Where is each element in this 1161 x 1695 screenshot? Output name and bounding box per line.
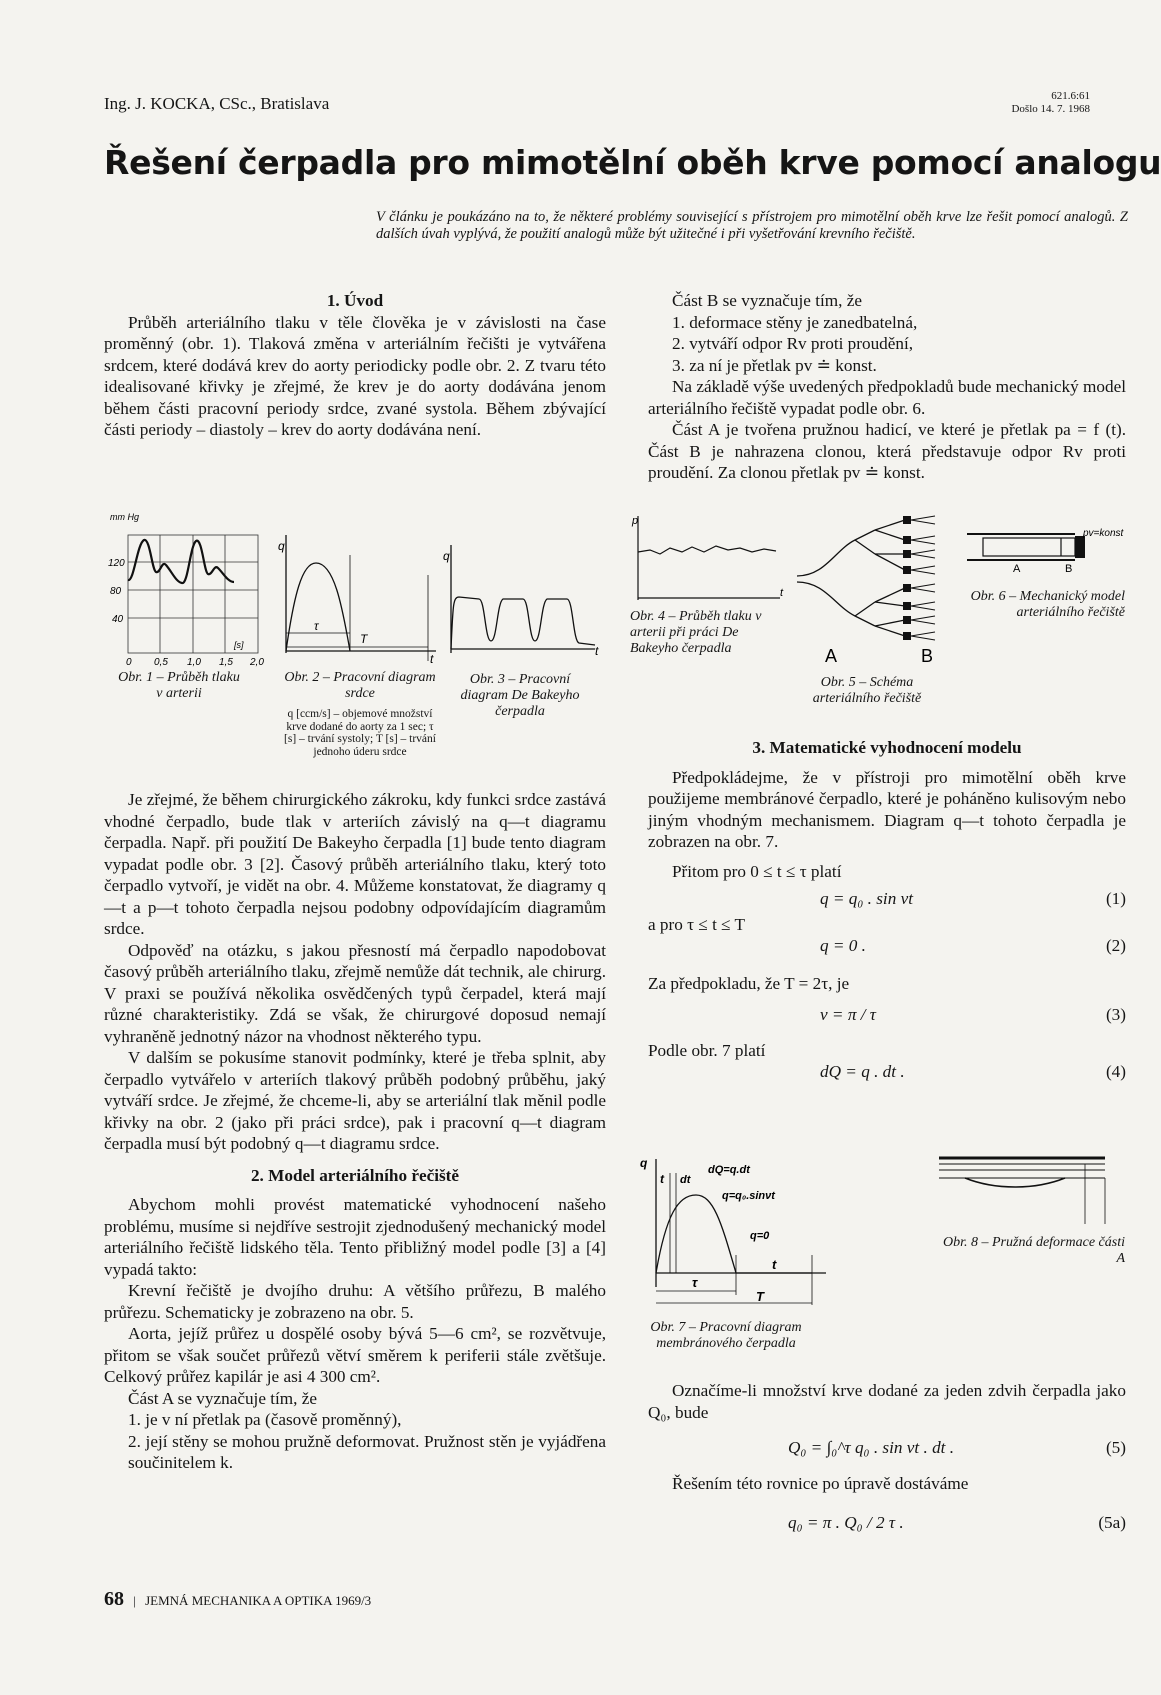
fig7-label-tau: τ: [692, 1275, 698, 1290]
page-footer: 68 | JEMNÁ MECHANIKA A OPTIKA 1969/3: [104, 1588, 372, 1610]
equation-5-number: (5): [1105, 1438, 1126, 1457]
equation-5a-number: (5a): [1098, 1513, 1126, 1532]
fig6-label-B: B: [1065, 563, 1073, 575]
equation-5a: [648, 1512, 1126, 1534]
author-line: Ing. J. KOCKA, CSc., Bratislava: [104, 94, 330, 113]
figure-6: [965, 522, 1130, 621]
fig1-xtick: 0: [126, 657, 132, 668]
figure-7: [636, 1155, 836, 1352]
fig3-label-t: t: [595, 644, 599, 658]
equation-2: [648, 935, 1126, 957]
section-3-heading: 3. Matematické vyhodnocení modelu: [752, 738, 1022, 757]
list-item: 1. je v ní přetlak pa (časově proměnný),: [128, 1410, 402, 1429]
figure-6-graphic: [965, 522, 1130, 584]
fig5-label-B: B: [921, 646, 934, 666]
paragraph: Přitom pro 0 ≤ t ≤ τ platí: [672, 861, 842, 881]
list-item: 2. její stěny se mohou pružně deformovat. Pružnost stěn je vyjádřena součinitelem k.: [128, 1431, 606, 1472]
figure-3-graphic: [445, 545, 605, 657]
fig7-label-sine: q=q₀.sinνt: [722, 1190, 775, 1202]
fig6-label-A: A: [1013, 563, 1021, 575]
left-column-top: [104, 290, 606, 441]
fig2-label-tau: τ: [314, 619, 319, 633]
figure-6-caption: Obr. 6 – Mechanický model arteriálního řečiště: [970, 589, 1125, 620]
paragraph: Předpokládejme, že v přístroji pro mimotělní oběh krve použijeme membránové čerpadlo, které je poháněno kulisovým nebo jiným vhodným mechanismem. Diagram q—t tohoto čerpadla je zobrazen na obr. 7.: [648, 767, 1126, 851]
figure-5: [795, 510, 965, 707]
paragraph: Aorta, jejíž průřez u dospělé osoby bývá 5—6 cm², se rozvětvuje, přitom se však součet průřezů větví směrem k periferii stále zvětšuje. Celkový průřez kapilár je asi 4 300 cm².: [104, 1324, 606, 1386]
equation-4-number: (4): [1105, 1062, 1126, 1081]
figure-4-caption: Obr. 4 – Průběh tlaku v arterii při práci De Bakeyho čerpadla: [630, 609, 762, 656]
fig2-label-t: t: [430, 652, 434, 666]
figure-4: [630, 512, 790, 657]
fig1-yunit: mm Hg: [110, 512, 139, 522]
figure-1-caption: Obr. 1 – Průběh tlaku v arterii: [118, 670, 240, 701]
fig7-label-q: q: [640, 1156, 648, 1170]
figure-3: [445, 545, 605, 720]
paragraph: Označíme-li množství krve dodané za jeden zdvih čerpadla jako Q₀, bude: [648, 1381, 1126, 1422]
list-b: [648, 312, 1126, 377]
paragraph: V dalším se pokusíme stanovit podmínky, které je třeba splnit, aby čerpadlo vytvářelo v arteriích tlakový průběh podobný průběhu, jaký vytváří srdce. Je zřejmé, že chceme-li, aby se arteriální tlak měnil podle křivky na obr. 2 (jako při práci srdce), pak i pracovní q—t diagram čerpadla musí být podobný q—t diagramu srdce.: [104, 1048, 606, 1153]
fig4-label-t: t: [780, 587, 784, 599]
udc-code: 621.6:61: [1051, 90, 1090, 102]
page-number: 68: [104, 1588, 124, 1610]
fig1-xtick: 1,0: [187, 657, 201, 668]
abstract: V článku je poukázáno na to, že některé problémy související s přístrojem pro mimotělní oběh krve lze řešit pomocí analogů. Z dalších úvah vyplývá, že použití analogů může být užitečné i při vyšetřování krevního řečiště.: [376, 209, 1128, 242]
equation-3-number: (3): [1105, 1005, 1126, 1024]
figure-5-caption: Obr. 5 – Schéma arteriálního řečiště: [812, 675, 922, 706]
fig1-ytick: 40: [112, 614, 124, 625]
received-date: Došlo 14. 7. 1968: [1011, 103, 1090, 115]
figure-1: [104, 510, 274, 702]
fig7-label-t: t: [660, 1172, 664, 1186]
equation-3-body: ν = π / τ: [820, 1005, 876, 1024]
equation-3: [648, 1004, 1126, 1026]
section-1-heading: 1. Úvod: [326, 291, 384, 310]
paragraph: Krevní řečiště je dvojího druhu: A většího průřezu, B malého průřezu. Schematicky je zobrazeno na obr. 5.: [104, 1281, 606, 1322]
paragraph: Abychom mohli provést matematické vyhodnocení našeho problému, musíme si nejdříve sestrojit zjednodušený mechanický model arteriálního řečiště lidského těla. Tento přibližný model podle [3] a [4] vypadá takto:: [104, 1195, 606, 1279]
figure-7-graphic: [636, 1155, 836, 1315]
fig7-label-dq: dQ=q.dt: [708, 1164, 750, 1176]
figure-8: [935, 1150, 1130, 1267]
equation-4: [648, 1061, 1126, 1083]
equation-1: [648, 888, 1126, 910]
journal-name: JEMNÁ MECHANIKA A OPTIKA 1969/3: [145, 1593, 372, 1608]
figure-2: [280, 535, 440, 758]
list-item: 3. za ní je přetlak pv ≐ konst.: [672, 355, 877, 375]
fig1-ytick: 80: [110, 586, 122, 597]
equation-2-body: q = 0 .: [820, 936, 866, 955]
paragraph: Průběh arteriálního tlaku v těle člověka je v závislosti na čase proměnný (obr. 1). Tlaková změna v arteriálním řečišti je vytvářena srdcem, které dodává krev do aorty periodicky podle obr. 2. Z tvaru této idealisované křivky je zřejmé, že krev je do aorty dodávána jenom během části pracovní periody srdce, zvané systola. Během zbývající části periody – diastoly – krev do aorty dodávána není.: [104, 312, 606, 439]
figure-2-caption: Obr. 2 – Pracovní diagram srdce: [284, 670, 436, 701]
list-a: [104, 1409, 606, 1474]
fig7-label-dt: dt: [680, 1174, 691, 1186]
fig6-label-pv: pv=konst: [1083, 528, 1124, 539]
figure-5-graphic: [795, 510, 965, 670]
equation-5a-body: q₀ = π . Q₀ / 2 τ .: [788, 1513, 904, 1532]
equation-1-number: (1): [1105, 889, 1126, 908]
fig7-label-zero: q=0: [750, 1230, 770, 1242]
equation-4-body: dQ = q . dt .: [820, 1062, 905, 1081]
fig5-label-A: A: [825, 646, 838, 666]
right-column-bottom: [648, 1380, 1126, 1534]
article-title: Řešení čerpadla pro mimotělní oběh krve pomocí analogu: [104, 143, 1161, 182]
figure-7-caption: Obr. 7 – Pracovní diagram membránového čerpadla: [650, 1320, 802, 1351]
figure-4-graphic: [630, 512, 790, 604]
equation-1-body: q = q₀ . sin νt: [820, 889, 914, 908]
fig2-label-q: q: [278, 539, 285, 553]
paragraph: Část A je tvořena pružnou hadicí, ve které je přetlak pa = f (t). Část B je nahrazena clonou, která představuje odpor Rv proti proudění. Za clonou přetlak pv ≐ konst.: [648, 420, 1126, 482]
paragraph: Část B se vyznačuje tím, že: [672, 291, 862, 310]
fig3-label-q: q: [443, 549, 450, 563]
fig1-xtick: 2,0: [250, 657, 264, 668]
reference-block: [1011, 90, 1090, 116]
fig4-label-p: p: [632, 515, 639, 527]
fig1-ytick: 120: [108, 558, 125, 569]
section-2-heading: 2. Model arteriálního řečiště: [250, 1165, 460, 1185]
figure-3-caption: Obr. 3 – Pracovní diagram De Bakeyho čerpadla: [460, 672, 580, 719]
figure-2-subcaption: q [ccm/s] – objemové množství krve dodané do aorty za 1 sec; τ [s] – trvání systoly; T [s] – trvání jednoho úderu srdce: [284, 708, 436, 758]
fig7-label-T: T: [756, 1289, 764, 1304]
paragraph: Podle obr. 7 platí: [648, 1040, 766, 1060]
paragraph: Odpověď na otázku, s jakou přesností má čerpadlo napodobovat časový průběh arteriálního tlaku, zřejmě nemůže dát technik, ale chirurg. V praxi se používá několika osvědčených typů čerpadel, která mají různé charakteristiky. Zdá se však, že chirurgové doposud nemají vyhraněně jednotný názor na vhodnost některého typu.: [104, 940, 606, 1046]
equation-2-number: (2): [1105, 936, 1126, 955]
equation-5-body: Q₀ = ∫₀^τ q₀ . sin νt . dt .: [788, 1438, 955, 1457]
figure-8-graphic: [935, 1150, 1130, 1230]
figure-8-caption: Obr. 8 – Pružná deformace části A: [943, 1235, 1125, 1266]
paragraph: Část A se vyznačuje tím, že: [128, 1388, 318, 1408]
paragraph: Řešením této rovnice po úpravě dostáváme: [672, 1473, 969, 1493]
right-column-middle: [648, 737, 1126, 1083]
fig7-label-t2: t: [772, 1257, 777, 1272]
list-item: 2. vytváří odpor Rv proti proudění,: [672, 334, 914, 353]
figure-1-graphic: [104, 510, 274, 668]
paragraph: a pro τ ≤ t ≤ T: [648, 914, 746, 934]
fig1-xtick: 0,5: [154, 657, 168, 668]
left-column-bottom: [104, 789, 606, 1474]
equation-5: [648, 1437, 1126, 1459]
paragraph: Na základě výše uvedených předpokladů bude mechanický model arteriálního řečiště vypadat podle obr. 6.: [648, 377, 1126, 418]
fig2-label-T: T: [360, 632, 368, 646]
paragraph: Za předpokladu, že T = 2τ, je: [648, 973, 850, 993]
paragraph: Je zřejmé, že během chirurgického zákroku, kdy funkci srdce zastává vhodné čerpadlo, bude tlak v arteriích závislý na q—t diagramu čerpadla. Např. při použití De Bakeyho čerpadla [1] bude tento diagram vypadat podle obr. 3 [2]. Časový průběh arteriálního tlaku, který toto čerpadlo vytvoří, je vidět na obr. 4. Můžeme konstatovat, že diagramy q—t a p—t tohoto čerpadla nejsou podobny odpovídajícím diagramům srdce.: [104, 790, 606, 938]
list-item: 1. deformace stěny je zanedbatelná,: [672, 312, 918, 332]
right-column-top: [648, 290, 1126, 484]
fig1-xtick: 1,5: [219, 657, 233, 668]
figure-2-graphic: [280, 535, 440, 665]
fig1-xunit: [s]: [234, 640, 244, 650]
